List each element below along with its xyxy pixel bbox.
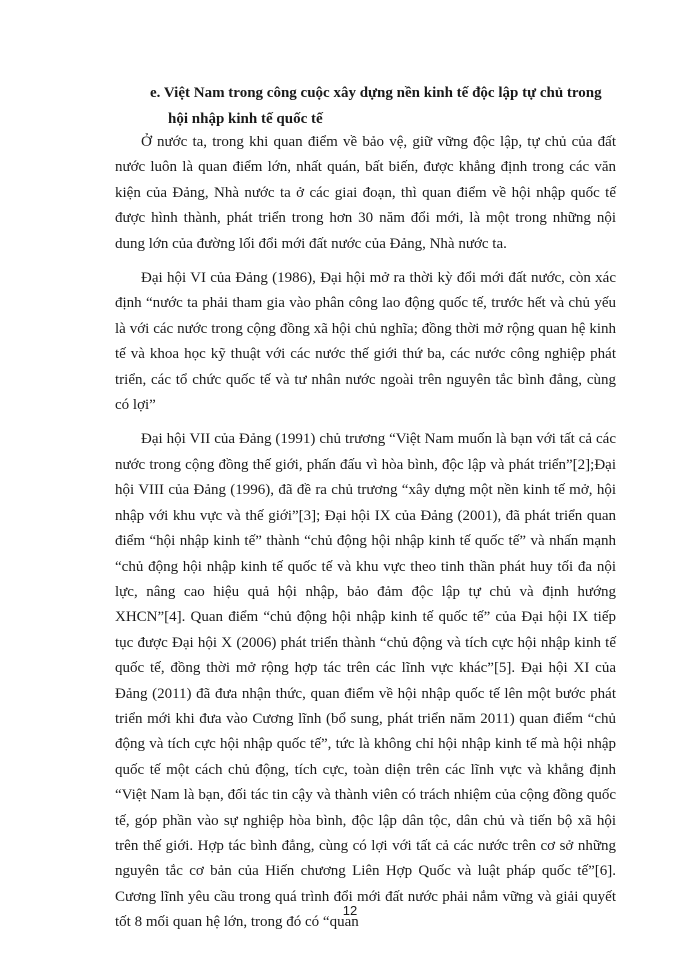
paragraph-3: Đại hội VII của Đảng (1991) chủ trương “Việt Nam muốn là bạn với tất cả các nước trong cộng đồng thế giới, phấn đấu vì hòa bình, độc lập và phát triển”[2];Đại hội VIII của Đảng (1996), đã đề ra chủ trương “xây dựng một nền kinh tế mở, hội nhập với khu vực và thế giới”[3]; Đại hội IX của Đảng (2001), đã phát triển quan điểm “hội nhập kinh tế” thành “chủ động hội nhập kinh tế quốc tế” và nhấn mạnh “chủ động hội nhập kinh tế quốc tế và khu vực theo tinh thần phát huy tối đa nội lực, nâng cao hiệu quả hội nhập, bảo đảm độc lập tự chủ và định hướng XHCN”[4]. Quan điểm “chủ động hội nhập kinh tế quốc tế” của Đại hội IX tiếp tục được Đại hội X (2006) phát triển thành “chủ động và tích cực hội nhập kinh tế quốc tế, đồng thời mở rộng hợp tác trên các lĩnh vực khác”[5]. Đại hội XI của Đảng (2011) đã đưa nhận thức, quan điểm về hội nhập quốc tế lên một bước phát triển mới khi đưa vào Cương lĩnh (bổ sung, phát triển năm 2011) quan điểm “chủ động và tích cực hội nhập quốc tế”, tức là không chỉ hội nhập kinh tế mà hội nhập quốc tế một cách chủ động, tích cực, toàn diện trên các lĩnh vực và khẳng định “Việt Nam là bạn, đối tác tin cậy và thành viên có trách nhiệm của cộng đồng quốc tế, góp phần vào sự nghiệp hòa bình, độc lập dân tộc, dân chủ và tiến bộ xã hội trên thế giới. Hợp tác bình đẳng, cùng có lợi với tất cả các nước trên cơ sở những nguyên tắc cơ bản của Hiến chương Liên Hợp Quốc và luật pháp quốc tế”[6]. Cương lĩnh yêu cầu trong quá trình đổi mới đất nước phải nắm vững và giải quyết tốt 8 mối quan hệ lớn, trong đó có “quan: [115, 431, 616, 931]
section-heading: [150, 80, 630, 132]
paragraph-1: Ở nước ta, trong khi quan điểm về bảo vệ, giữ vững độc lập, tự chủ của đất nước luôn là quan điểm lớn, nhất quán, bất biến, được khẳng định trong các văn kiện của Đảng, Nhà nước ta ở các giai đoạn, thì quan điểm về hội nhập quốc tế được hình thành, phát triển trong hơn 30 năm đổi mới, là một trong những nội dung lớn của đường lối đổi mới đất nước của Đảng, Nhà nước ta.: [115, 134, 616, 252]
heading-line-1: e. Việt Nam trong công cuộc xây dựng nền kinh tế độc lập tự chủ trong: [150, 85, 602, 101]
paragraph-2: Đại hội VI của Đảng (1986), Đại hội mở ra thời kỳ đổi mới đất nước, còn xác định “nước ta phải tham gia vào phân công lao động quốc tế, trước hết và chủ yếu là với các nước trong cộng đồng xã hội chủ nghĩa; đồng thời mở rộng quan hệ kinh tế và khoa học kỹ thuật với các nước thế giới thứ ba, các nước công nghiệp phát triển, các tổ chức quốc tế và tư nhân nước ngoài trên nguyên tắc bình đẳng, cùng có lợi”: [115, 270, 616, 414]
heading-line-2: hội nhập kinh tế quốc tế: [168, 111, 323, 127]
body-text: [115, 130, 616, 936]
page-number: 12: [342, 903, 358, 918]
